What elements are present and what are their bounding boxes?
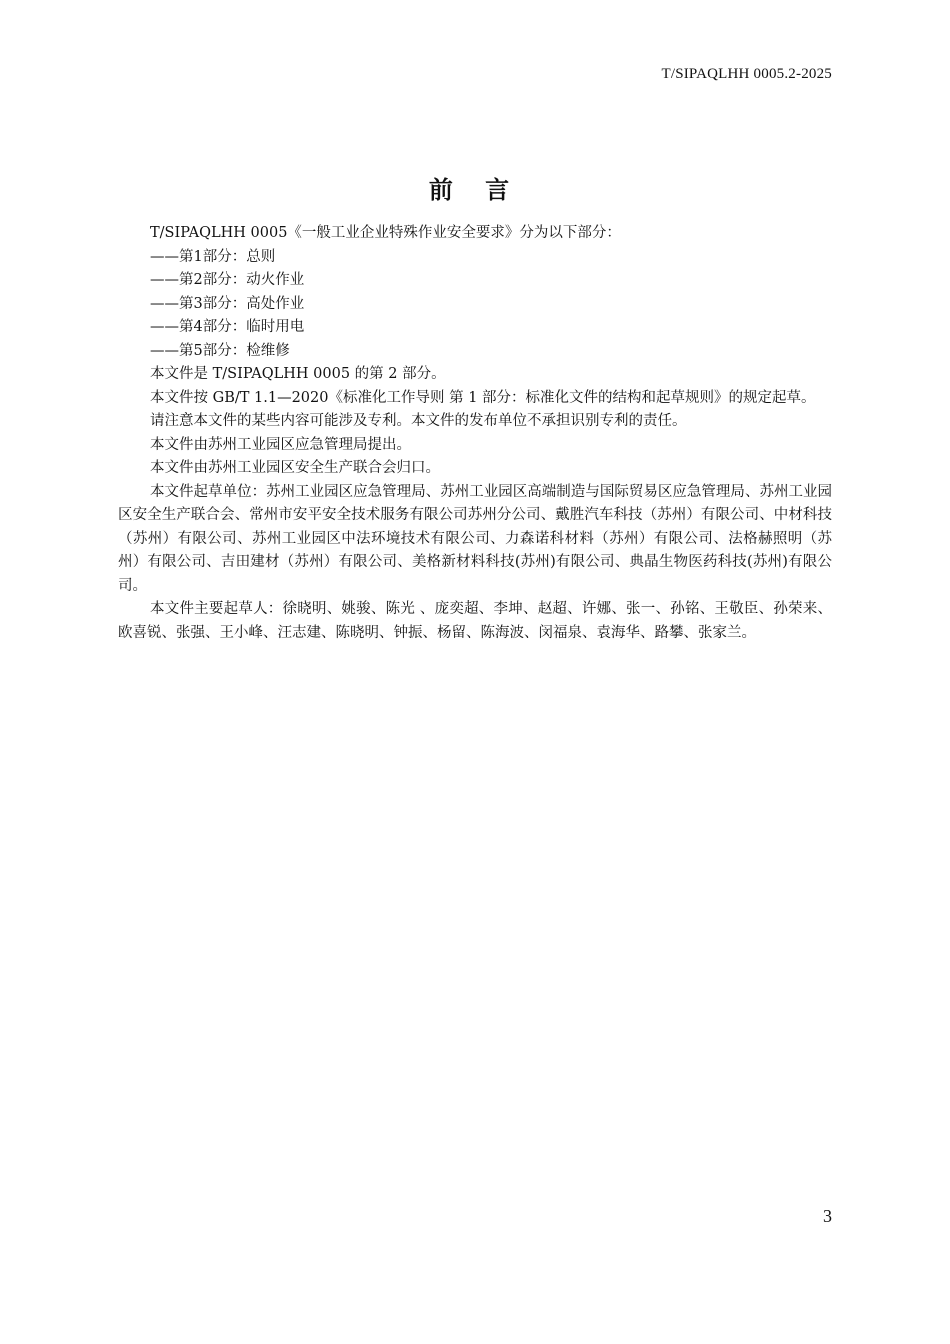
paragraph-part-statement: 本文件是 T/SIPAQLHH 0005 的第 2 部分。 (150, 366, 446, 382)
part-item-3: ——第3部分：高处作业 (150, 295, 305, 312)
part-item-2: ——第2部分：动火作业 (150, 272, 305, 288)
part-item-4: ——第4部分：临时用电 (150, 319, 305, 335)
paragraph-centralized-unit: 本文件由苏州工业园区安全生产联合会归口。 (150, 460, 440, 476)
standard-code-header: T/SIPAQLHH 0005.2-2025 (661, 66, 832, 82)
part-item-1: ——第1部分：总则 (150, 248, 276, 265)
part-item-5: ——第5部分：检维修 (150, 342, 290, 359)
page-title: 前 言 (428, 176, 522, 204)
intro-line: T/SIPAQLHH 0005《一般工业企业特殊作业安全要求》分为以下部分： (150, 225, 621, 241)
page-number: 3 (823, 1206, 832, 1226)
paragraph-drafting-units: 本文件起草单位：苏州工业园区应急管理局、苏州工业园区高端制造与国际贸易区应急管理局、苏州工业园区安全生产联合会、常州市安平安全技术服务有限公司苏州分公司、戴胜汽车科技（苏州）有限公司、中材科技（苏州）有限公司、苏州工业园区中法环境技术有限公司、力森诺科材料（苏州）有限公司、法格赫照明（苏州）有限公司、吉田建材（苏州）有限公司、美格新材料科技(苏州)有限公司、典晶生物医药科技(苏州)有限公司。 (118, 483, 832, 594)
paragraph-main-drafters: 本文件主要起草人：徐晓明、姚骏、陈光 、庞奕超、李坤、赵超、许娜、张一、孙铭、王敬臣、孙荣来、欧喜锐、张强、王小峰、汪志建、陈晓明、钟振、杨留、陈海波、闵福泉、袁海华、路攀、张家兰。 (118, 601, 832, 641)
foreword-body (118, 222, 832, 645)
paragraph-drafting-rules: 本文件按 GB/T 1.1—2020《标准化工作导则 第 1 部分：标准化文件的结构和起草规则》的规定起草。 (150, 389, 816, 406)
paragraph-patent-notice: 请注意本文件的某些内容可能涉及专利。本文件的发布单位不承担识别专利的责任。 (150, 413, 687, 429)
paragraph-proposer: 本文件由苏州工业园区应急管理局提出。 (150, 436, 411, 453)
